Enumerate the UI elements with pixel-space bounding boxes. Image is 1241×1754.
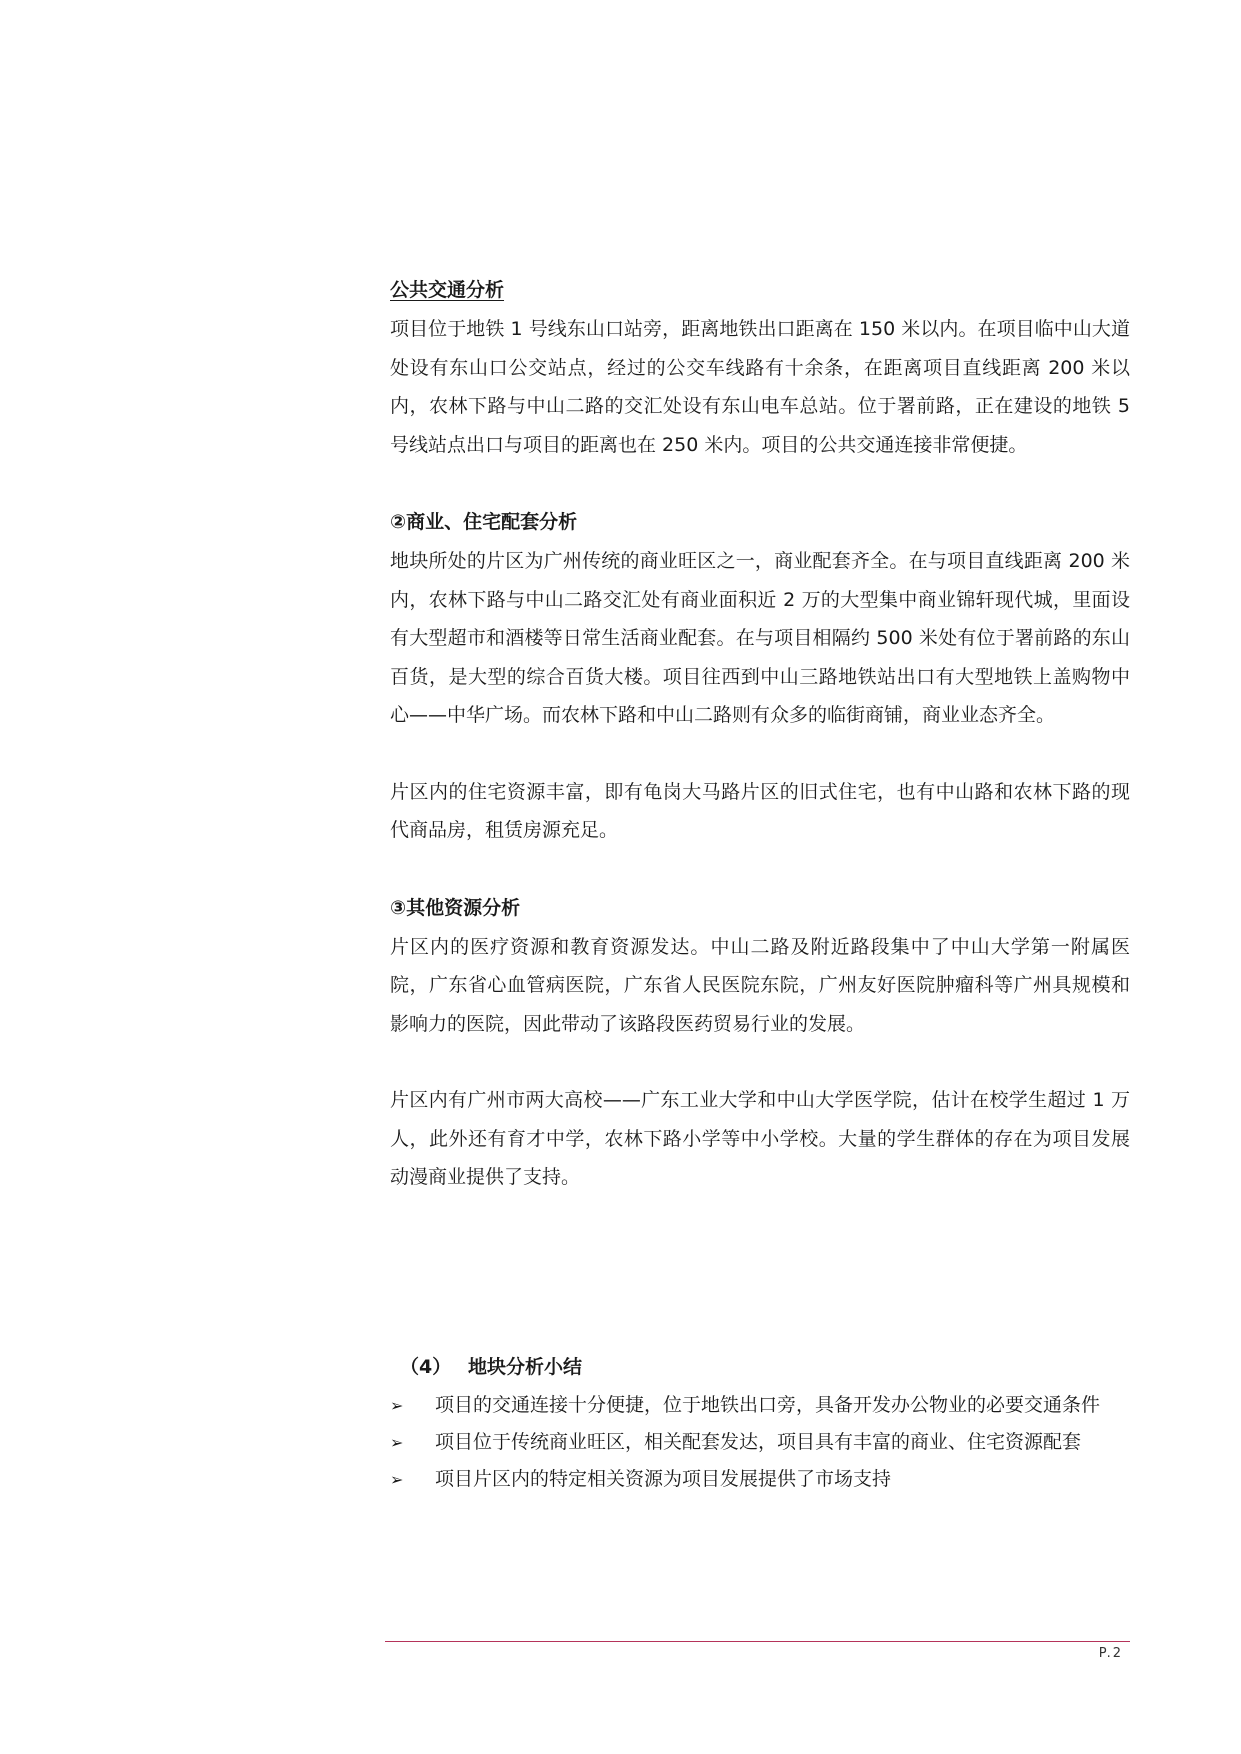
page-number: P.2 xyxy=(1098,1646,1123,1661)
summary-heading xyxy=(390,1347,1130,1387)
other-paragraph-2: 片区内有广州市两大高校——广东工业大学和中山大学医学院，估计在校学生超过 1 万人，此外还有育才中学，农林下路小学等中小学校。大量的学生群体的存在为项目发展动漫商业提供了支持。 xyxy=(390,1089,1130,1188)
list-item-text: 项目片区内的特定相关资源为项目发展提供了市场支持 xyxy=(435,1467,892,1490)
document-body xyxy=(390,270,1130,1498)
commercial-heading: ②商业、住宅配套分析 xyxy=(390,511,578,533)
list-item xyxy=(390,1424,1130,1461)
transport-heading: 公共交通分析 xyxy=(390,279,505,301)
list-item-text: 项目位于传统商业旺区，相关配套发达，项目具有丰富的商业、住宅资源配套 xyxy=(435,1430,1082,1453)
list-item xyxy=(390,1387,1130,1424)
list-item-text: 项目的交通连接十分便捷，位于地铁出口旁，具备开发办公物业的必要交通条件 xyxy=(435,1393,1101,1416)
transport-paragraph: 项目位于地铁 1 号线东山口站旁，距离地铁出口距离在 150 米以内。在项目临中山大道处设有东山口公交站点，经过的公交车线路有十余条，在距离项目直线距离 200 米以内，农林下路与中山二路的交汇处设有东山电车总站。位于署前路，正在建设的地铁 5 号线站点出口与项目的距离也在 250 米内。项目的公共交通连接非常便捷。 xyxy=(390,318,1130,456)
summary-list xyxy=(390,1387,1130,1498)
arrow-bullet-icon: ➢ xyxy=(390,1395,404,1415)
summary-number: （4） xyxy=(400,1355,452,1378)
commercial-paragraph-1: 地块所处的片区为广州传统的商业旺区之一，商业配套齐全。在与项目直线距离 200 米内，农林下路与中山二路交汇处有商业面积近 2 万的大型集中商业锦轩现代城，里面设有大型超市和酒楼等日常生活商业配套。在与项目相隔约 500 米处有位于署前路的东山百货，是大型的综合百货大楼。项目往西到中山三路地铁站出口有大型地铁上盖购物中心——中华广场。而农林下路和中山二路则有众多的临街商铺，商业业态齐全。 xyxy=(390,550,1130,726)
summary-title: 地块分析小结 xyxy=(468,1355,583,1378)
arrow-bullet-icon: ➢ xyxy=(390,1432,404,1452)
list-item xyxy=(390,1461,1130,1498)
footer-divider xyxy=(385,1641,1130,1642)
other-paragraph-1: 片区内的医疗资源和教育资源发达。中山二路及附近路段集中了中山大学第一附属医院，广东省心血管病医院，广东省人民医院东院，广州友好医院肿瘤科等广州具规模和影响力的医院，因此带动了该路段医药贸易行业的发展。 xyxy=(390,935,1130,1035)
other-resources-heading: ③其他资源分析 xyxy=(390,896,521,919)
arrow-bullet-icon: ➢ xyxy=(390,1469,404,1489)
commercial-paragraph-2: 片区内的住宅资源丰富，即有龟岗大马路片区的旧式住宅，也有中山路和农林下路的现代商品房，租赁房源充足。 xyxy=(390,780,1130,841)
